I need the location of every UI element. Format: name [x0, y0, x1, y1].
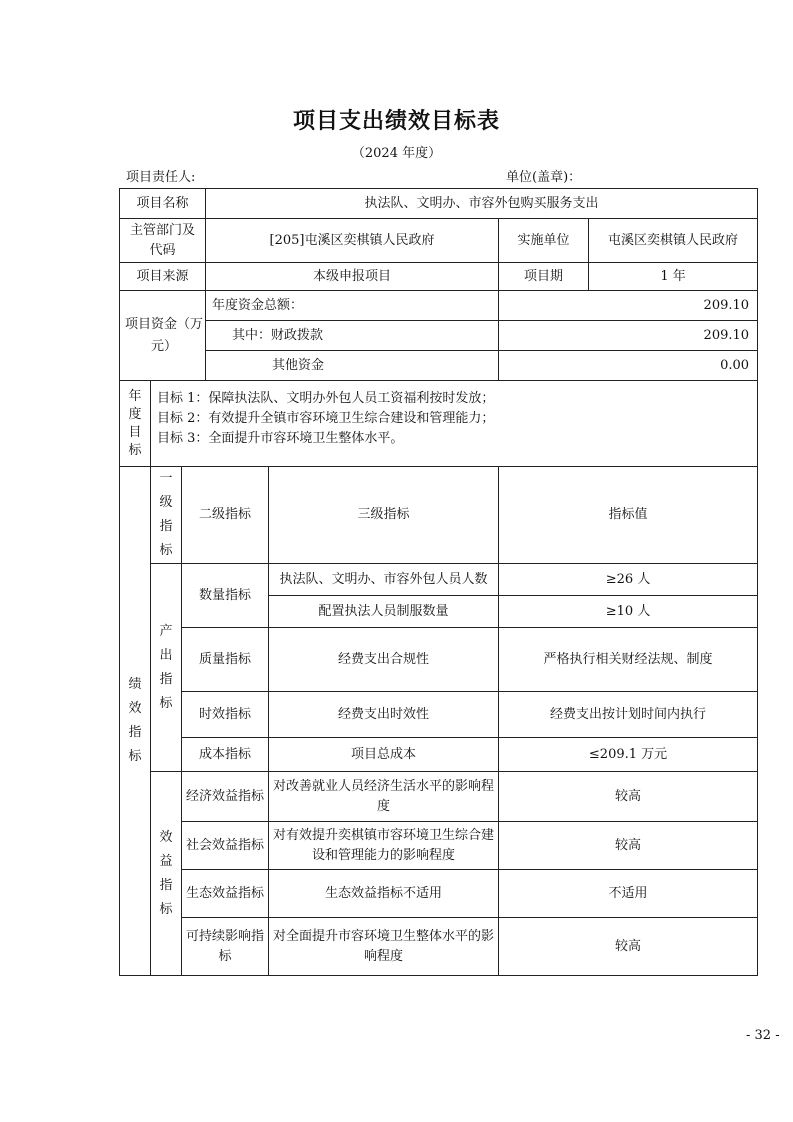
social-indicator-label: 社会效益指标	[182, 822, 269, 870]
ecological-item-name: 生态效益指标不适用	[269, 870, 499, 918]
year-subtitle: （2024 年度）	[351, 146, 442, 161]
page-number: - 32 -	[746, 1028, 780, 1043]
cost-item-name: 项目总成本	[269, 738, 499, 772]
quantity-item-value: ≥26 人	[499, 564, 758, 596]
project-source-label: 项目来源	[120, 263, 206, 291]
quality-item-name: 经费支出合规性	[269, 628, 499, 692]
row-department	[120, 219, 758, 263]
indicator-value-header: 指标值	[499, 467, 758, 564]
project-name-value: 执法队、文明办、市容外包购买服务支出	[206, 189, 758, 219]
row-project-name	[120, 189, 758, 219]
annual-total-label: 年度资金总额：	[206, 291, 499, 321]
row-funds-other	[120, 351, 758, 381]
project-funds-label	[120, 291, 206, 381]
table-row	[120, 918, 758, 976]
unit-seal-label: 单位(盖章)：	[506, 170, 582, 185]
page-title: 项目支出绩效目标表	[292, 109, 500, 134]
other-funds-value: 0.00	[499, 351, 758, 381]
table-row	[120, 692, 758, 738]
row-funds-total	[120, 291, 758, 321]
performance-indicators-label	[120, 467, 151, 976]
level1-header-text: 一级指标	[159, 471, 173, 558]
quantity-item-name: 配置执法人员制服数量	[269, 596, 499, 628]
output-indicators-label	[151, 564, 182, 772]
row-funds-fiscal	[120, 321, 758, 351]
table-row	[120, 564, 758, 596]
sustainable-indicator-label: 可持续影响指标	[182, 918, 269, 976]
annual-goals-label	[120, 381, 151, 467]
table-row	[120, 772, 758, 822]
sustainable-item-name: 对全面提升市容环境卫生整体水平的影响程度	[269, 918, 499, 976]
quantity-item-name: 执法队、文明办、市容外包人员人数	[269, 564, 499, 596]
sustainable-item-value: 较高	[499, 918, 758, 976]
annual-total-value: 209.10	[499, 291, 758, 321]
goal-item: 目标 2：有效提升全镇市容环境卫生综合建设和管理能力；	[157, 411, 495, 426]
table-row	[120, 870, 758, 918]
implementing-unit-value: 屯溪区奕棋镇人民政府	[589, 219, 758, 263]
goal-item: 目标 1：保障执法队、文明办外包人员工资福利按时发放；	[157, 391, 495, 406]
social-item-name: 对有效提升奕棋镇市容环境卫生综合建设和管理能力的影响程度	[269, 822, 499, 870]
project-funds-label-text: 项目资金（万元）	[124, 316, 203, 354]
cost-item-value: ≤209.1 万元	[499, 738, 758, 772]
annual-goals-label-text: 年度目标	[128, 388, 142, 458]
level3-header: 三级指标	[269, 467, 499, 564]
row-source	[120, 263, 758, 291]
annual-goals-content	[151, 381, 758, 467]
timeliness-item-value: 经费支出按计划时间内执行	[499, 692, 758, 738]
social-item-value: 较高	[499, 822, 758, 870]
table-row	[120, 822, 758, 870]
implementing-unit-label: 实施单位	[499, 219, 589, 263]
quantity-item-value: ≥10 人	[499, 596, 758, 628]
other-funds-label: 其他资金	[206, 351, 499, 381]
economic-item-value: 较高	[499, 772, 758, 822]
level2-header: 二级指标	[182, 467, 269, 564]
level1-header	[151, 467, 182, 564]
goal-item: 目标 3：全面提升市容环境卫生整体水平。	[157, 431, 404, 446]
economic-indicator-label: 经济效益指标	[182, 772, 269, 822]
project-period-label: 项目期	[499, 263, 589, 291]
project-source-value: 本级申报项目	[206, 263, 499, 291]
project-name-label: 项目名称	[120, 189, 206, 219]
row-annual-goals	[120, 381, 758, 467]
quantity-indicator-label: 数量指标	[182, 564, 269, 628]
ecological-item-value: 不适用	[499, 870, 758, 918]
quality-item-value: 严格执行相关财经法规、制度	[499, 628, 758, 692]
department-label: 主管部门及代码	[120, 219, 206, 263]
economic-item-name: 对改善就业人员经济生活水平的影响程度	[269, 772, 499, 822]
timeliness-item-name: 经费支出时效性	[269, 692, 499, 738]
benefit-indicators-label-text: 效益指标	[159, 829, 173, 917]
row-indicator-header	[120, 467, 758, 564]
cost-indicator-label: 成本指标	[182, 738, 269, 772]
performance-indicators-label-text: 绩效指标	[128, 677, 142, 764]
department-value: [205]屯溪区奕棋镇人民政府	[206, 219, 499, 263]
ecological-indicator-label: 生态效益指标	[182, 870, 269, 918]
output-indicators-label-text: 产出指标	[159, 623, 173, 711]
benefit-indicators-label	[151, 772, 182, 976]
fiscal-allocation-value: 209.10	[499, 321, 758, 351]
fiscal-allocation-label: 其中：财政拨款	[206, 321, 499, 351]
responsible-person-label: 项目责任人:	[126, 170, 196, 185]
quality-indicator-label: 质量指标	[182, 628, 269, 692]
timeliness-indicator-label: 时效指标	[182, 692, 269, 738]
table-row	[120, 738, 758, 772]
table-row	[120, 628, 758, 692]
project-period-value: 1 年	[589, 263, 758, 291]
performance-target-table	[119, 188, 758, 976]
